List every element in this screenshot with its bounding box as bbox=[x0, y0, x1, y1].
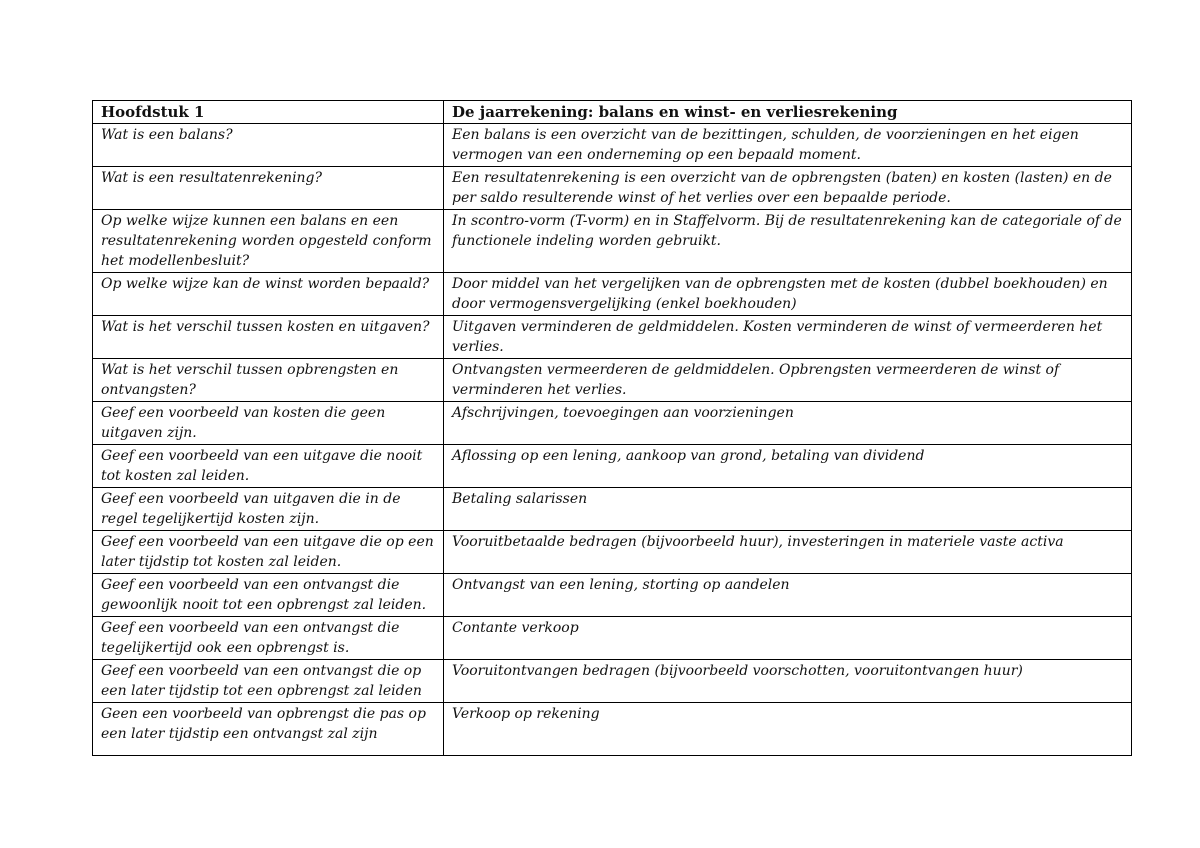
answer-cell: Vooruitontvangen bedragen (bijvoorbeeld voorschotten, vooruitontvangen huur) bbox=[444, 660, 1132, 703]
qa-table bbox=[92, 100, 1132, 756]
chapter-title: De jaarrekening: balans en winst- en verliesrekening bbox=[444, 101, 1132, 124]
answer-cell: Door middel van het vergelijken van de opbrengsten met de kosten (dubbel boekhouden) en door vermogensvergelijking (enkel boekhouden) bbox=[444, 273, 1132, 316]
answer-cell: Vooruitbetaalde bedragen (bijvoorbeeld huur), investeringen in materiele vaste activa bbox=[444, 531, 1132, 574]
answer-cell: Ontvangst van een lening, storting op aandelen bbox=[444, 574, 1132, 617]
question-cell: Geen een voorbeeld van opbrengst die pas op een later tijdstip een ontvangst zal zijn bbox=[93, 703, 444, 756]
question-cell: Geef een voorbeeld van een ontvangst die gewoonlijk nooit tot een opbrengst zal leiden. bbox=[93, 574, 444, 617]
table-row bbox=[93, 402, 1132, 445]
question-cell: Wat is een balans? bbox=[93, 124, 444, 167]
question-cell: Wat is het verschil tussen opbrengsten en ontvangsten? bbox=[93, 359, 444, 402]
answer-cell: Uitgaven verminderen de geldmiddelen. Kosten verminderen de winst of vermeerderen het verlies. bbox=[444, 316, 1132, 359]
question-cell: Geef een voorbeeld van een uitgave die op een later tijdstip tot kosten zal leiden. bbox=[93, 531, 444, 574]
table-row bbox=[93, 617, 1132, 660]
table-row bbox=[93, 167, 1132, 210]
question-cell: Wat is het verschil tussen kosten en uitgaven? bbox=[93, 316, 444, 359]
answer-cell: Een balans is een overzicht van de bezittingen, schulden, de voorzieningen en het eigen vermogen van een onderneming op een bepaald moment. bbox=[444, 124, 1132, 167]
answer-cell: Betaling salarissen bbox=[444, 488, 1132, 531]
question-cell: Geef een voorbeeld van kosten die geen uitgaven zijn. bbox=[93, 402, 444, 445]
table-row bbox=[93, 531, 1132, 574]
answer-cell: Een resultatenrekening is een overzicht van de opbrengsten (baten) en kosten (lasten) en de per saldo resulterende winst of het verlies over een bepaalde periode. bbox=[444, 167, 1132, 210]
question-cell: Geef een voorbeeld van een uitgave die nooit tot kosten zal leiden. bbox=[93, 445, 444, 488]
table-row bbox=[93, 124, 1132, 167]
question-cell: Wat is een resultatenrekening? bbox=[93, 167, 444, 210]
table-row bbox=[93, 445, 1132, 488]
answer-cell: Contante verkoop bbox=[444, 617, 1132, 660]
answer-cell: In scontro-vorm (T-vorm) en in Staffelvorm. Bij de resultatenrekening kan de categoriale of de functionele indeling worden gebruikt. bbox=[444, 210, 1132, 273]
table-row bbox=[93, 703, 1132, 756]
chapter-heading: Hoofdstuk 1 bbox=[93, 101, 444, 124]
answer-cell: Verkoop op rekening bbox=[444, 703, 1132, 756]
table-row bbox=[93, 488, 1132, 531]
table-row bbox=[93, 316, 1132, 359]
answer-cell: Ontvangsten vermeerderen de geldmiddelen. Opbrengsten vermeerderen de winst of verminderen het verlies. bbox=[444, 359, 1132, 402]
answer-cell: Aflossing op een lening, aankoop van grond, betaling van dividend bbox=[444, 445, 1132, 488]
question-cell: Geef een voorbeeld van een ontvangst die op een later tijdstip tot een opbrengst zal leiden bbox=[93, 660, 444, 703]
table-row bbox=[93, 359, 1132, 402]
question-cell: Op welke wijze kunnen een balans en een resultatenrekening worden opgesteld conform het modellenbesluit? bbox=[93, 210, 444, 273]
table-row bbox=[93, 210, 1132, 273]
table-header-row bbox=[93, 101, 1132, 124]
table-row bbox=[93, 660, 1132, 703]
question-cell: Geef een voorbeeld van uitgaven die in de regel tegelijkertijd kosten zijn. bbox=[93, 488, 444, 531]
answer-cell: Afschrijvingen, toevoegingen aan voorzieningen bbox=[444, 402, 1132, 445]
table-row bbox=[93, 273, 1132, 316]
question-cell: Geef een voorbeeld van een ontvangst die tegelijkertijd ook een opbrengst is. bbox=[93, 617, 444, 660]
table-row bbox=[93, 574, 1132, 617]
question-cell: Op welke wijze kan de winst worden bepaald? bbox=[93, 273, 444, 316]
